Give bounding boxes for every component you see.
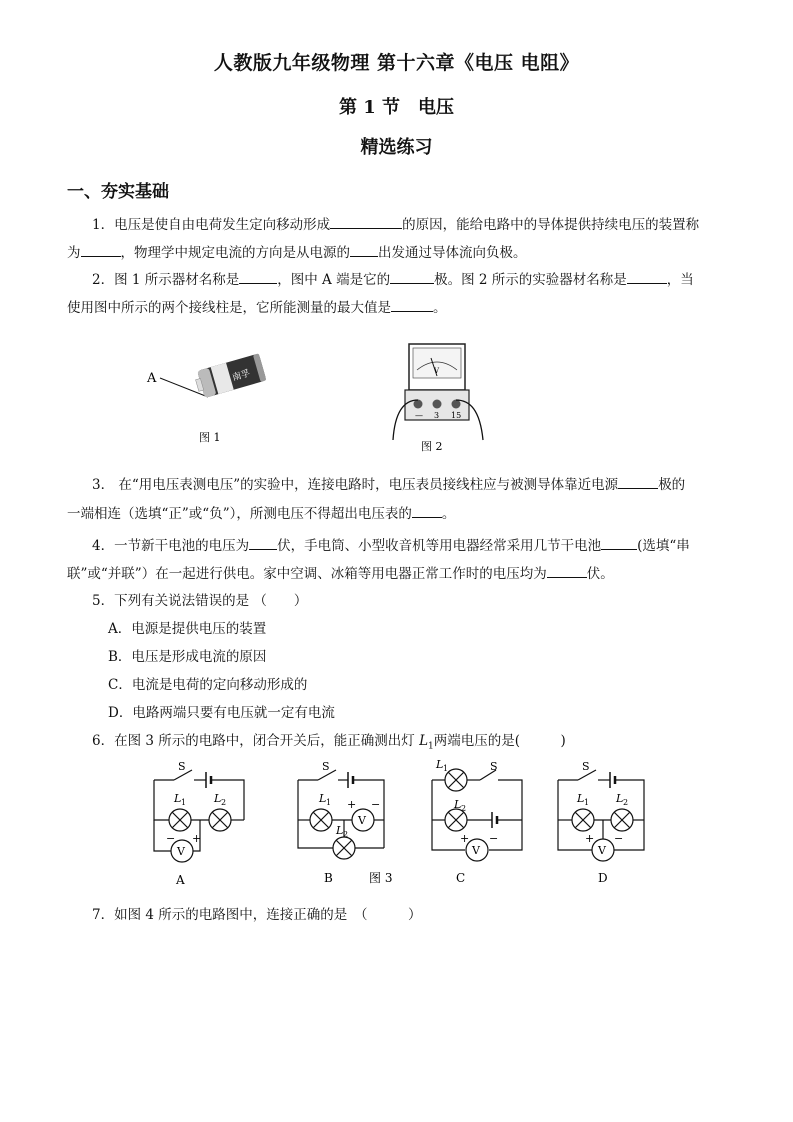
lamp-subscript: 2 [221,798,227,807]
q7-stem: 7．如图 4 所示的电路图中，连接正确的是 （ ） [92,907,422,923]
q2-text: ，图中 A 端是它的 [277,272,391,288]
switch-label: S [178,760,186,773]
voltmeter-label: V [598,844,606,857]
q1-line2 [67,242,527,263]
q1-text: 1．电压是使自由电荷发生定向移动形成 [92,217,331,233]
q2-text: 极。图 2 所示的实验器材名称是 [434,272,627,288]
q4-line1 [92,535,690,556]
figure-2-caption: 图 2 [421,440,443,453]
q3-line1 [92,474,685,495]
answer-blank[interactable] [390,269,434,284]
circuit-label-b: B [324,871,333,885]
q5-option-c[interactable]: C．电流是电荷的定向移动形成的 [108,677,308,693]
figure-1-caption: 图 1 [199,431,221,444]
answer-blank[interactable] [350,242,378,257]
minus-sign: − [371,798,381,811]
q4-text: 伏，手电筒、小型收音机等用电器经常采用几节干电池 [277,538,602,554]
battery-brand: 南孚 [231,368,252,384]
q4-text: 伏。 [586,566,614,582]
lamp-label: L [577,792,585,805]
lamp-subscript: 1 [181,798,187,807]
terminal-label: 3 [434,411,440,420]
circuit-c[interactable] [432,758,522,885]
circuit-a[interactable] [154,760,244,887]
q6-l-symbol: L [419,733,429,749]
answer-blank[interactable] [249,535,277,550]
q3-text: 一端相连（选填“正”或“负”），所测电压不得超出电压表的 [67,506,412,522]
lamp-subscript: 1 [584,798,590,807]
answer-blank[interactable] [547,563,587,578]
label-a: A [147,371,157,386]
plus-sign: + [347,798,357,811]
q1-text: 为 [67,245,81,261]
figure-3-caption: 图 3 [369,871,393,885]
q3-text: 3． 在“用电压表测电压”的实验中，连接电路时，电压表员接线柱应与被测导体靠近电源 [92,477,619,493]
q4-text: (选填“串 [637,538,690,554]
q6-text: 6．在图 3 所示的电路中，闭合开关后，能正确测出灯 [92,733,420,749]
lamp-label: L [436,758,444,771]
switch-label: S [322,760,330,773]
voltmeter-label: V [472,844,480,857]
answer-blank[interactable] [627,269,667,284]
q1-text: ，物理学中规定电流的方向是从电源的 [120,245,350,261]
dial-letter: V [434,367,440,375]
q2-text: 。 [433,300,447,316]
lamp-subscript: 2 [343,830,349,839]
lamp-subscript: 2 [623,798,629,807]
subtitle: 精选练习 [360,137,433,158]
lamp-subscript: 1 [326,798,332,807]
terminal-3 [433,400,442,409]
q1-text: 出发通过导体流向负极。 [378,245,527,261]
circuit-d[interactable] [558,760,644,885]
answer-blank[interactable] [330,214,402,229]
lamp-label: L [616,792,624,805]
q2-line1 [92,269,694,290]
circuit-b[interactable] [298,760,384,885]
figure-2-voltmeter [385,340,495,460]
q2-text: 使用图中所示的两个接线柱是，它所能测量的最大值是 [67,300,391,316]
page-title: 人教版九年级物理 第十六章《电压 电阻》 [213,52,580,74]
q4-text: 联”或“并联”）在一起进行供电。家中空调、冰箱等用电器正常工作时的电压均为 [67,566,547,582]
circuit-label-c: C [456,871,466,885]
q1-text: 的原因，能给电路中的导体提供持续电压的装置称 [402,217,700,233]
q2-line2 [67,297,447,318]
lamp-label: L [174,792,182,805]
answer-blank[interactable] [391,297,433,312]
plus-sign: + [585,832,595,845]
q1-line1 [92,214,699,235]
voltmeter-label: V [177,845,185,858]
lamp-subscript: 1 [443,764,449,773]
lamp-label: L [454,798,462,811]
q4-text: 4．一节新干电池的电压为 [92,538,250,554]
switch-label: S [490,760,498,773]
q2-text: 2．图 1 所示器材名称是 [92,272,240,288]
q3-line2 [67,503,455,524]
q4-line2 [67,563,614,584]
answer-blank[interactable] [239,269,277,284]
q6-subscript: 1 [428,741,434,752]
q3-text: 。 [441,506,456,522]
q2-text: ，当 [666,272,694,288]
answer-blank[interactable] [618,474,658,489]
section-title: 第 1 节 电压 [338,97,455,118]
battery-icon [193,353,266,399]
minus-sign: − [489,832,499,845]
figure-1-battery [140,340,275,450]
voltmeter-label: V [358,814,366,827]
q5-option-a[interactable]: A．电源是提供电压的装置 [108,621,267,637]
minus-sign: − [614,832,624,845]
q3-text: 极的 [658,477,686,493]
plus-sign: + [460,832,470,845]
switch-label: S [582,760,590,773]
part-heading: 一、夯实基础 [67,182,169,202]
q6-stem [92,731,566,757]
minus-sign: − [166,832,176,845]
circuit-label-a: A [176,873,185,887]
q5-stem: 5．下列有关说法错误的是 （ ） [92,593,308,609]
lamp-label: L [214,792,222,805]
q5-option-b[interactable]: B．电压是形成电流的原因 [108,649,267,665]
terminal-label: — [415,411,423,420]
circuit-label-d: D [598,871,608,885]
answer-blank[interactable] [81,242,121,257]
lamp-subscript: 2 [461,804,467,813]
lamp-label: L [336,824,344,837]
figure-3-circuits [140,758,660,890]
lamp-label: L [319,792,327,805]
terminal-label: 15 [451,411,462,420]
q6-text: 两端电压的是( ) [433,733,566,749]
answer-blank[interactable] [601,535,637,550]
answer-blank[interactable] [412,503,442,518]
q5-option-d[interactable]: D．电路两端只要有电压就一定有电流 [108,705,335,721]
plus-sign: + [192,832,202,845]
